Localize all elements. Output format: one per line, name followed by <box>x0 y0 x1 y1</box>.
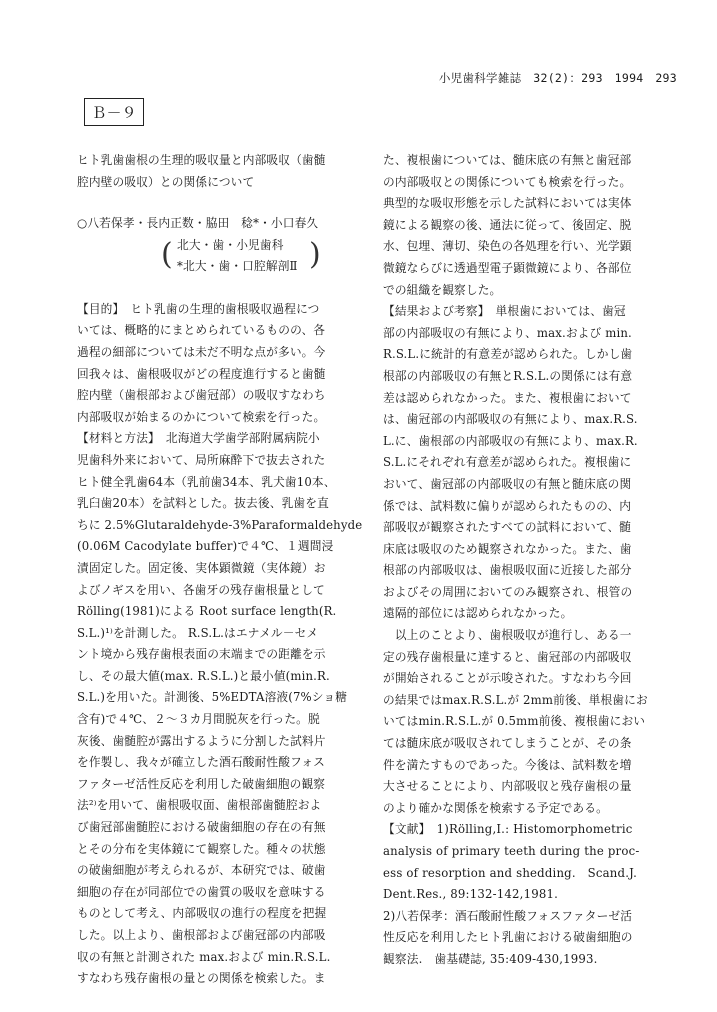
body-line: S.L.)¹⁾を計測した。 R.S.L.はエナメル－セメ <box>77 625 319 640</box>
body-line: た、複根歯については、髄床底の有無と歯冠部 <box>383 153 632 167</box>
affiliation <box>77 235 347 279</box>
reference-line: 2)八若保孝：酒石酸耐性酸フォスファターゼ活 <box>383 908 633 923</box>
body-line: 【材料と方法】 北海道大学歯学部附属病院小 <box>77 431 320 446</box>
body-line: 件を満たすものであった。今後は、試料数を増 <box>383 757 632 772</box>
session-id: Ｂ－９ <box>91 103 137 122</box>
body-line: 根部の内部吸収の有無とR.S.L.の関係には有意 <box>383 368 633 383</box>
body-line: 定の残存歯根量に達すると、歯冠部の内部吸収 <box>383 649 632 664</box>
body-line: 含有)で４℃、２～３カ月間脱灰を行った。脱 <box>77 712 320 727</box>
reference-line: 観察法. 歯基礎誌, 35:409-430,1993. <box>383 951 598 966</box>
body-line: Rölling(1981)による Root surface length(R. <box>77 604 337 619</box>
body-line: 内部吸収が始まるのかについて検索を行った。 <box>77 409 326 424</box>
body-line: (0.06M Cacodylate buffer)で４℃、１週間浸 <box>77 539 334 554</box>
body-line: 細胞の存在が同部位での歯質の吸収を意味する <box>77 884 326 899</box>
body-line: よびノギスを用い、各歯牙の残存歯根量として <box>77 582 325 597</box>
body-line: R.S.L.に統計的有意差が認められた。しかし歯 <box>383 347 633 362</box>
session-id-box <box>84 98 144 126</box>
body-line: 回我々は、歯根吸収がどの程度進行すると歯髄 <box>77 366 326 381</box>
body-line: 以上のことより、歯根吸収が進行し、ある一 <box>383 628 632 643</box>
body-line: S.L.)を用いた。計測後、5%EDTA溶液(7%ショ糖 <box>77 690 348 705</box>
body-line: 水、包埋、薄切、染色の各処理を行い、光学顕 <box>383 239 632 254</box>
body-line: 乳臼歯20本）を試料とした。抜去後、乳歯を直 <box>77 496 329 511</box>
body-line: 【目的】 ヒト乳歯の生理的歯根吸収過程につ <box>77 301 320 316</box>
body-line: の破歯細胞が考えられるが、本研究では、破歯 <box>77 863 326 878</box>
reference-line: analysis of primary teeth during the proc- <box>383 844 640 858</box>
references <box>383 819 653 970</box>
body-line: 児歯科外来において、局所麻酔下で抜去された <box>77 452 326 467</box>
open-paren-glyph: ( <box>161 236 173 272</box>
body-line: ヒト健全乳歯64本（乳前歯34本、乳犬歯10本、 <box>77 474 336 489</box>
author-list: ○八若保孝・長内正数・脇田 稔*・小口春久 <box>77 216 319 231</box>
body-line: の結果ではmax.R.S.L.が 2mm前後、単根歯にお <box>383 692 648 707</box>
body-line: び歯冠部歯髄腔における破歯細胞の存在の有無 <box>77 820 326 835</box>
body-line: 過程の細部については未だ不明な点が多い。今 <box>77 344 326 359</box>
body-line: いてはmin.R.S.L.が 0.5mm前後、複根歯におい <box>383 714 646 729</box>
body-line: 係では、試料数に偏りが認められたものの、内 <box>383 498 632 513</box>
body-line: L.に、歯根部の内部吸収の有無により、max.R. <box>383 433 638 448</box>
body-line: の内部吸収との関係についても検索を行った。 <box>383 174 632 189</box>
left-column <box>77 150 363 990</box>
title-line: 腔内壁の吸収）との関係について <box>77 174 255 189</box>
body-line: が開始されることが示唆された。すなわち今回 <box>383 671 632 686</box>
body-line: 遠隔的部位には認められなかった。 <box>383 606 573 621</box>
body-line: ント境から残存歯根表面の末端までの距離を示 <box>77 647 326 662</box>
body-line: 大させることにより、内部吸収と残存歯根の量 <box>383 779 632 794</box>
body-line: のより確かな関係を検索する予定である。 <box>383 800 608 815</box>
journal-header: 小児歯科学雑誌 32(2)：293 1994 293 <box>438 71 677 85</box>
body-line: し、その最大値(max. R.S.L.)と最小値(min.R. <box>77 668 330 683</box>
body-line: 差は認められなかった。また、複根歯において <box>383 390 632 405</box>
body-line: ものとして考え、内部吸収の進行の程度を把握 <box>77 906 327 921</box>
body-line: 灰後、歯髄腔が露出するように分割した試料片 <box>77 733 326 748</box>
body-line: 法²⁾を用いて、歯根吸収面、歯根部歯髄腔およ <box>77 798 322 813</box>
body-line: 床底は吸収のため観察されなかった。また、歯 <box>383 541 632 556</box>
body-line: 微鏡ならびに透過型電子顕微鏡により、各部位 <box>383 260 632 275</box>
body-line: 収の有無と計測された max.および min.R.S.L. <box>77 949 331 964</box>
body-line: での組織を観察した。 <box>383 282 502 297</box>
body-line: 部の内部吸収の有無により、max.および min. <box>383 325 632 340</box>
body-line: した。以上より、歯根部および歯冠部の内部吸 <box>77 928 326 942</box>
body-line: ては髄床底が吸収されてしまうことが、その条 <box>383 736 632 751</box>
body-line: S.L.にそれぞれ有意差が認められた。複根歯に <box>383 455 632 470</box>
reference-line: Dent.Res., 89:132-142,1981. <box>383 887 559 902</box>
right-body-text <box>383 150 653 819</box>
body-line: 根部の内部吸収は、歯根吸収面に近接した部分 <box>383 563 632 578</box>
body-line: は、歯冠部の内部吸収の有無により、max.R.S. <box>383 412 638 427</box>
right-column <box>383 150 653 971</box>
body-line: とその分布を実体鏡にて観察した。種々の状態 <box>77 841 326 856</box>
body-line: を作製し、我々が確立した酒石酸耐性酸フォス <box>77 755 326 770</box>
body-line: 漬固定した。固定後、実体顕微鏡（実体鏡）お <box>77 560 326 575</box>
close-paren-glyph: ) <box>309 236 321 272</box>
body-line: 【結果および考察】 単根歯においては、歯冠 <box>383 304 626 319</box>
body-line: いては、概略的にまとめられているものの、各 <box>77 323 326 338</box>
body-line: すなわち残存歯根の量との関係を検索した。ま <box>77 971 326 986</box>
body-line: 腔内壁（歯根部および歯冠部）の吸収すなわち <box>77 388 326 403</box>
reference-line: 性反応を利用したヒト乳歯における破歯細胞の <box>383 930 633 945</box>
body-line: おいて、歯冠部の内部吸収の有無と髄床底の関 <box>383 476 632 491</box>
reference-line: 【文献】 1)Rölling,I.: Histomorphometric <box>383 822 633 837</box>
body-line: およびその周囲においてのみ観察され、根管の <box>383 584 633 599</box>
body-line: ファターゼ活性反応を利用した破歯細胞の観察 <box>77 776 326 791</box>
affiliation-line: 北大・歯・小児歯科 <box>177 237 284 252</box>
body-line: 鏡による観察の後、通法に従って、後固定、脱 <box>383 217 632 232</box>
body-line: 部吸収が観察されたすべての試料において、髄 <box>383 520 632 535</box>
left-body-text <box>77 299 363 990</box>
affiliation-line: *北大・歯・口腔解剖Ⅱ <box>177 259 298 274</box>
reference-line: ess of resorption and shedding. Scand.J. <box>383 865 638 880</box>
body-line: 典型的な吸収形態を示した試料においては実体 <box>383 196 632 211</box>
body-line: ちに 2.5%Glutaraldehyde-3%Paraformaldehyde <box>77 517 363 532</box>
title-line: ヒト乳歯歯根の生理的吸収量と内部吸収（歯髄 <box>77 153 326 167</box>
paper-title <box>77 150 347 193</box>
